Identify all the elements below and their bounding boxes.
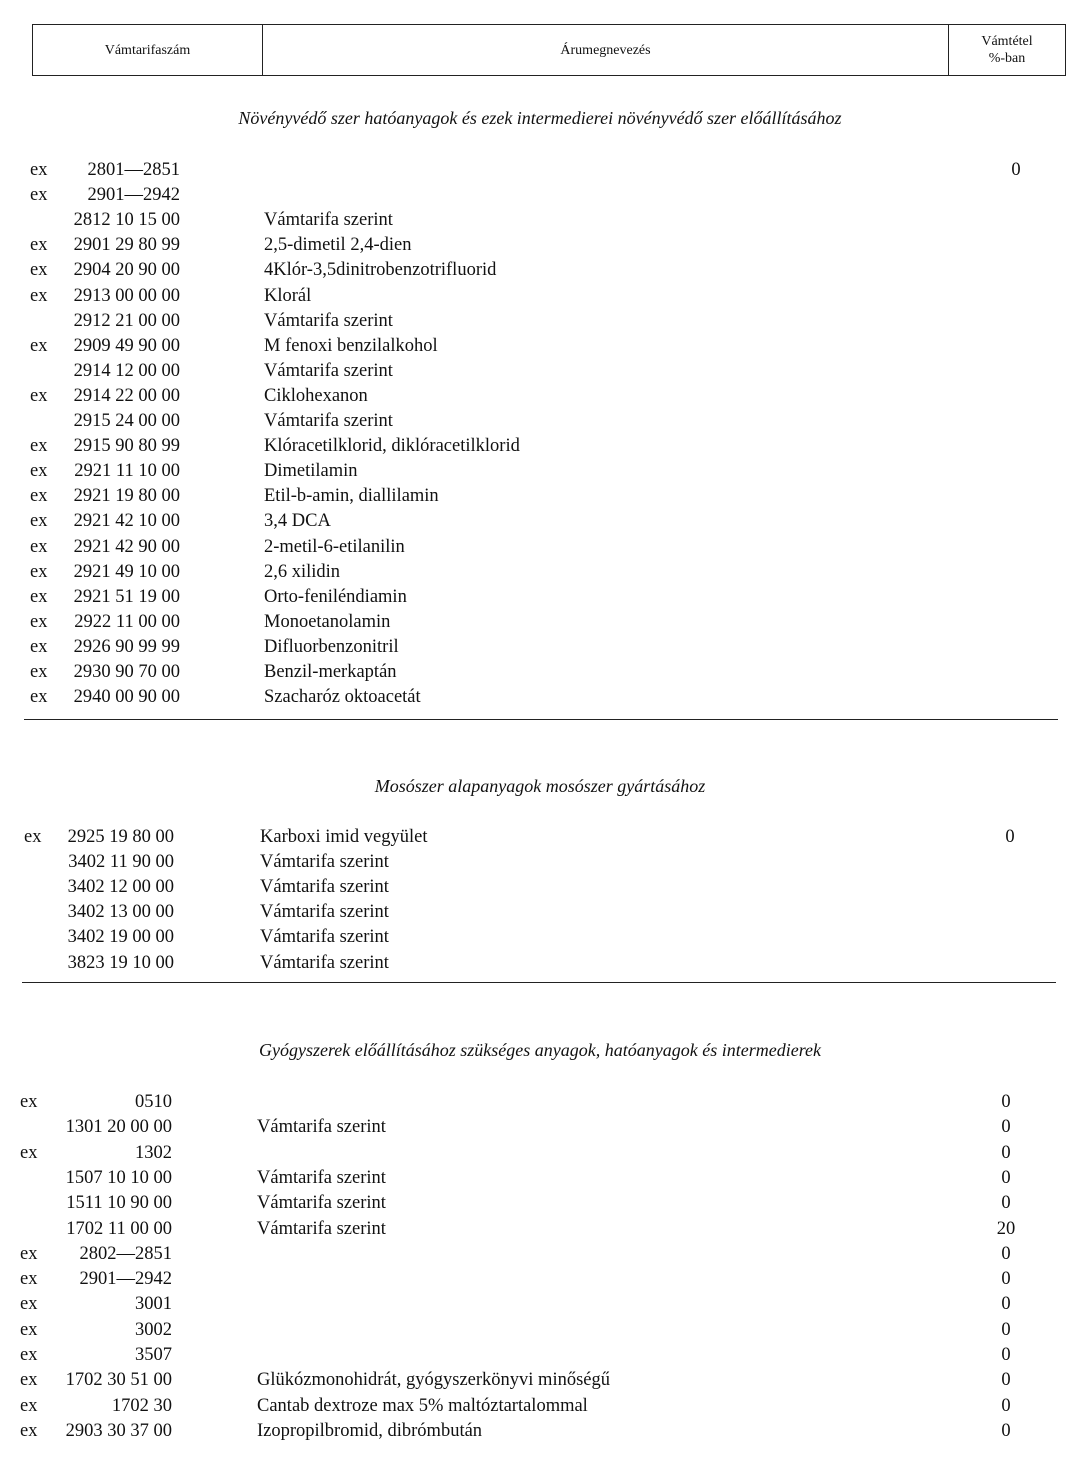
table-row [0, 560, 1080, 585]
duty-rate: 0 [1001, 1370, 1011, 1391]
tariff-code: 2901—2942 [87, 185, 180, 206]
table-header [32, 24, 1066, 76]
table-row [0, 1318, 1080, 1343]
product-description: Vámtarifa szerint [260, 902, 389, 923]
duty-rate: 0 [1001, 1345, 1011, 1365]
table-row [0, 409, 1080, 434]
tariff-code: 2921 42 10 00 [73, 511, 180, 532]
table-row [0, 535, 1080, 560]
table-row [0, 1217, 1080, 1242]
ex-prefix: ex [30, 687, 48, 708]
section-divider [24, 719, 1058, 720]
tariff-code: 2922 11 00 00 [74, 611, 180, 632]
table-row [0, 384, 1080, 409]
table-row [0, 459, 1080, 484]
ex-prefix: ex [30, 160, 48, 180]
table-row [0, 359, 1080, 384]
tariff-code: 1507 10 10 00 [65, 1167, 172, 1188]
ex-prefix: ex [30, 611, 48, 632]
tariff-code: 2921 19 80 00 [73, 486, 180, 507]
tariff-code: 2914 12 00 00 [73, 360, 180, 381]
table-row [0, 951, 1080, 976]
duty-rate: 0 [1001, 1395, 1011, 1416]
product-description: Benzil-merkaptán [264, 662, 397, 682]
product-description: Difluorbenzonitril [264, 636, 399, 657]
ex-prefix: ex [20, 1345, 38, 1365]
tariff-code: 1511 10 90 00 [66, 1193, 172, 1214]
tariff-code: 2909 49 90 00 [73, 335, 180, 356]
tariff-code: 2901 29 80 99 [73, 235, 180, 256]
duty-rate: 0 [1001, 1142, 1011, 1163]
duty-rate: 0 [1001, 1167, 1011, 1188]
tariff-code: 2903 30 37 00 [65, 1420, 172, 1441]
product-description: Vámtarifa szerint [257, 1167, 386, 1188]
tariff-code: 2812 10 15 00 [73, 210, 180, 231]
ex-prefix: ex [20, 1269, 38, 1290]
product-description: Klóracetilklorid, diklóracetilklorid [264, 436, 520, 457]
table-row [0, 635, 1080, 660]
table-row [0, 825, 1080, 850]
product-description: Ciklohexanon [264, 385, 368, 406]
table-row [0, 1368, 1080, 1393]
table-row [0, 183, 1080, 208]
ex-prefix: ex [30, 561, 48, 582]
tariff-code: 3001 [135, 1294, 172, 1315]
ex-prefix: ex [30, 486, 48, 507]
duty-rate: 0 [1001, 1092, 1011, 1112]
table-row [0, 1166, 1080, 1191]
tariff-code: 1702 30 51 00 [65, 1370, 172, 1391]
table-row [0, 1141, 1080, 1166]
table-row [0, 900, 1080, 925]
ex-prefix: ex [20, 1142, 38, 1163]
tariff-code: 0510 [135, 1092, 172, 1112]
tariff-code: 2926 90 99 99 [73, 636, 180, 657]
ex-prefix: ex [20, 1092, 38, 1112]
product-description: Klorál [264, 285, 312, 306]
table-row [0, 1394, 1080, 1419]
product-description: M fenoxi benzilalkohol [264, 335, 438, 356]
ex-prefix: ex [30, 185, 48, 206]
ex-prefix: ex [30, 511, 48, 532]
table-row [0, 258, 1080, 283]
product-description: Vámtarifa szerint [257, 1218, 386, 1239]
tariff-code: 2930 90 70 00 [73, 662, 180, 682]
duty-rate: 0 [1001, 1269, 1011, 1290]
tariff-code: 1702 11 00 00 [66, 1218, 172, 1239]
ex-prefix: ex [24, 827, 42, 847]
table-row [0, 334, 1080, 359]
table-row [0, 1191, 1080, 1216]
table-row [0, 610, 1080, 635]
ex-prefix: ex [20, 1395, 38, 1416]
table-row [0, 484, 1080, 509]
table-row [0, 309, 1080, 334]
header-duty-rate-line1: Vámtétel [981, 34, 1033, 49]
ex-prefix: ex [30, 436, 48, 457]
tariff-code: 3402 12 00 00 [67, 877, 174, 898]
duty-rate: 0 [1001, 1294, 1011, 1315]
tariff-code: 1702 30 [111, 1395, 172, 1416]
tariff-code: 1302 [135, 1142, 172, 1163]
tariff-code: 3002 [135, 1319, 172, 1340]
duty-rate: 0 [1011, 160, 1021, 180]
ex-prefix: ex [30, 586, 48, 607]
table-row [0, 208, 1080, 233]
ex-prefix: ex [30, 461, 48, 482]
tariff-code: 2940 00 90 00 [73, 687, 180, 708]
table-row [0, 509, 1080, 534]
table-row [0, 1419, 1080, 1444]
ex-prefix: ex [20, 1370, 38, 1391]
tariff-code: 2904 20 90 00 [73, 260, 180, 281]
section-divider [22, 982, 1056, 983]
table-row [0, 158, 1080, 183]
product-description: Szacharóz oktoacetát [264, 687, 421, 708]
duty-rate: 20 [996, 1218, 1016, 1239]
header-duty-rate [949, 25, 1065, 75]
tariff-code: 2914 22 00 00 [73, 385, 180, 406]
tariff-code: 2913 00 00 00 [73, 285, 180, 306]
table-row [0, 1090, 1080, 1115]
tariff-code: 2921 51 19 00 [73, 586, 180, 607]
product-description: Vámtarifa szerint [260, 852, 389, 873]
ex-prefix: ex [20, 1294, 38, 1315]
product-description: Vámtarifa szerint [264, 360, 393, 381]
duty-rate: 0 [1001, 1117, 1011, 1138]
ex-prefix: ex [30, 536, 48, 557]
duty-rate: 0 [1001, 1319, 1011, 1340]
table-row [0, 1242, 1080, 1267]
header-product-name: Árumegnevezés [263, 25, 949, 75]
ex-prefix: ex [20, 1243, 38, 1264]
product-description: Vámtarifa szerint [260, 952, 389, 973]
product-description: Izopropilbromid, dibrómbután [257, 1420, 483, 1441]
tariff-code: 3402 19 00 00 [67, 927, 174, 948]
product-description: Etil-b-amin, diallilamin [264, 486, 439, 507]
tariff-code: 2901—2942 [79, 1269, 172, 1290]
tariff-code: 3402 11 90 00 [68, 852, 174, 873]
table-row [0, 434, 1080, 459]
product-description: Vámtarifa szerint [264, 310, 393, 331]
tariff-code: 2915 90 80 99 [73, 436, 180, 457]
product-description: Vámtarifa szerint [260, 877, 389, 898]
table-row [0, 685, 1080, 710]
ex-prefix: ex [30, 662, 48, 682]
table-row [0, 284, 1080, 309]
header-duty-rate-line2: %-ban [988, 51, 1026, 66]
section-title: Mosószer alapanyagok mosószer gyártásához [374, 776, 706, 796]
table-row [0, 1115, 1080, 1140]
product-description: Vámtarifa szerint [257, 1193, 386, 1214]
section-title: Gyógyszerek előállításához szükséges anyagok, hatóanyagok és intermedierek [258, 1040, 822, 1060]
tariff-code: 1301 20 00 00 [65, 1117, 172, 1138]
ex-prefix: ex [30, 260, 48, 281]
tariff-code: 2802—2851 [79, 1243, 172, 1264]
tariff-code: 2912 21 00 00 [73, 310, 180, 331]
tariff-code: 3402 13 00 00 [67, 902, 174, 923]
product-description: Cantab dextroze max 5% maltóztartalommal [257, 1395, 588, 1416]
product-description: Vámtarifa szerint [264, 411, 393, 431]
tariff-code: 2915 24 00 00 [73, 411, 180, 431]
table-row [0, 925, 1080, 950]
product-description: 2,6 xilidin [264, 561, 341, 582]
tariff-code: 2921 11 10 00 [74, 461, 180, 482]
product-description: Monoetanolamin [264, 611, 391, 632]
product-description: Karboxi imid vegyület [260, 827, 428, 847]
tariff-code: 2925 19 80 00 [67, 827, 174, 847]
duty-rate: 0 [1001, 1420, 1011, 1441]
ex-prefix: ex [20, 1420, 38, 1441]
tariff-code: 2801—2851 [87, 160, 180, 180]
tariff-code: 3507 [135, 1345, 172, 1365]
product-description: Vámtarifa szerint [260, 927, 389, 948]
table-row [0, 1267, 1080, 1292]
header-tariff-number: Vámtarifaszám [33, 25, 263, 75]
table-row [0, 850, 1080, 875]
product-description: 4Klór-3,5dinitrobenzotrifluorid [264, 260, 497, 281]
section-title: Növényvédő szer hatóanyagok és ezek intermedierei növényvédő szer előállításához [238, 108, 842, 128]
product-description: Vámtarifa szerint [257, 1117, 386, 1138]
product-description: Dimetilamin [264, 461, 358, 482]
product-description: 2,5-dimetil 2,4-dien [264, 235, 412, 256]
product-description: Orto-feniléndiamin [264, 586, 407, 607]
product-description: 3,4 DCA [264, 511, 331, 532]
product-description: Glükózmonohidrát, gyógyszerkönyvi minőségű [257, 1370, 610, 1391]
duty-rate: 0 [1001, 1243, 1011, 1264]
ex-prefix: ex [30, 636, 48, 657]
table-row [0, 660, 1080, 685]
tariff-code: 2921 42 90 00 [73, 536, 180, 557]
duty-rate: 0 [1001, 1193, 1011, 1214]
duty-rate: 0 [1005, 827, 1015, 847]
ex-prefix: ex [30, 235, 48, 256]
table-row [0, 585, 1080, 610]
table-row [0, 1343, 1080, 1368]
ex-prefix: ex [30, 335, 48, 356]
tariff-code: 2921 49 10 00 [73, 561, 180, 582]
table-row [0, 875, 1080, 900]
table-row [0, 1292, 1080, 1317]
product-description: 2-metil-6-etilanilin [264, 536, 405, 557]
tariff-code: 3823 19 10 00 [67, 952, 174, 973]
ex-prefix: ex [30, 385, 48, 406]
ex-prefix: ex [20, 1319, 38, 1340]
table-row [0, 233, 1080, 258]
ex-prefix: ex [30, 285, 48, 306]
product-description: Vámtarifa szerint [264, 210, 393, 231]
